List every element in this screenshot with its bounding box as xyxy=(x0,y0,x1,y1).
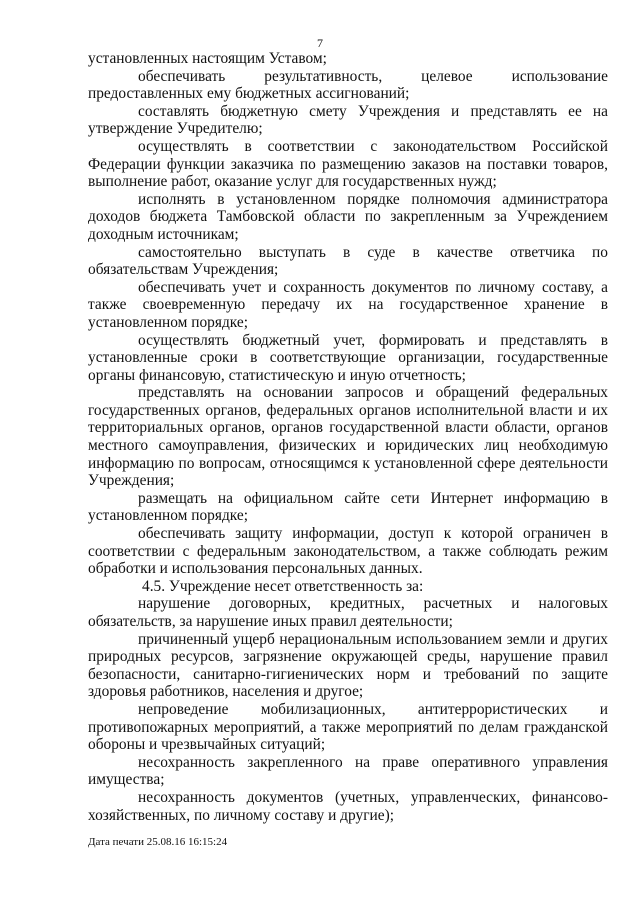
paragraph: непроведение мобилизационных, антитеррористических и противопожарных мероприятий, а также мероприятий по делам гражданской обороны и чрезвычайных ситуаций; xyxy=(88,700,608,754)
paragraph: самостоятельно выступать в суде в качестве ответчика по обязательствам Учреждения; xyxy=(88,243,608,279)
paragraph: установленных настоящим Уставом; xyxy=(88,50,327,67)
document-body xyxy=(88,50,608,824)
paragraph: несохранность закрепленного на праве оперативного управления имущества; xyxy=(88,753,608,789)
paragraph: обеспечивать защиту информации, доступ к которой ограничен в соответствии с федеральным законодательством, а также соблюдать режим обработки и использования персональных данных. xyxy=(88,525,608,578)
paragraph: размещать на официальном сайте сети Интернет информацию в установленном порядке; xyxy=(88,489,608,525)
paragraph: несохранность документов (учетных, управленческих, финансово-хозяйственных, по личному составу и другие); xyxy=(88,788,608,824)
paragraph: исполнять в установленном порядке полномочия администратора доходов бюджета Тамбовской области по закрепленным за Учреждением доходным источникам; xyxy=(88,190,608,243)
paragraph: составлять бюджетную смету Учреждения и представлять ее на утверждение Учредителю; xyxy=(88,102,608,138)
paragraph: осуществлять в соответствии с законодательством Российской Федерации функции заказчика по размещению заказов на поставки товаров, выполнение работ, оказание услуг для государственных нужд; xyxy=(88,137,608,191)
print-date-footer: Дата печати 25.08.16 16:15:24 xyxy=(88,836,228,848)
paragraph: нарушение договорных, кредитных, расчетных и налоговых обязательств, за нарушение иных правил деятельности; xyxy=(88,595,608,630)
paragraph: причиненный ущерб нерациональным использованием земли и других природных ресурсов, загрязнение окружающей среды, нарушение правил безопасности, санитарно-гигиенических норм и требований по защите здоровья работников, населения и другое; xyxy=(88,630,608,701)
page-number: 7 xyxy=(317,36,323,50)
section-heading: 4.5. Учреждение несет ответственность за: xyxy=(142,577,424,595)
paragraph: осуществлять бюджетный учет, формировать и представлять в установленные сроки в соответствующие организации, государственные органы финансовую, статистическую и иную отчетность; xyxy=(88,331,608,384)
paragraph: обеспечивать результативность, целевое использование предоставленных ему бюджетных ассигнований; xyxy=(88,67,608,103)
paragraph: обеспечивать учет и сохранность документов по личному составу, а также своевременную передачу их на государственное хранение в установленном порядке; xyxy=(88,278,608,331)
paragraph: представлять на основании запросов и обращений федеральных государственных органов, федеральных органов исполнительной власти и их территориальных органов, органов государственной власти области, органов местного самоуправления, физических и юридических лиц необходимую информацию по вопросам, относящимся к установленной сфере деятельности Учреждения; xyxy=(88,384,608,490)
